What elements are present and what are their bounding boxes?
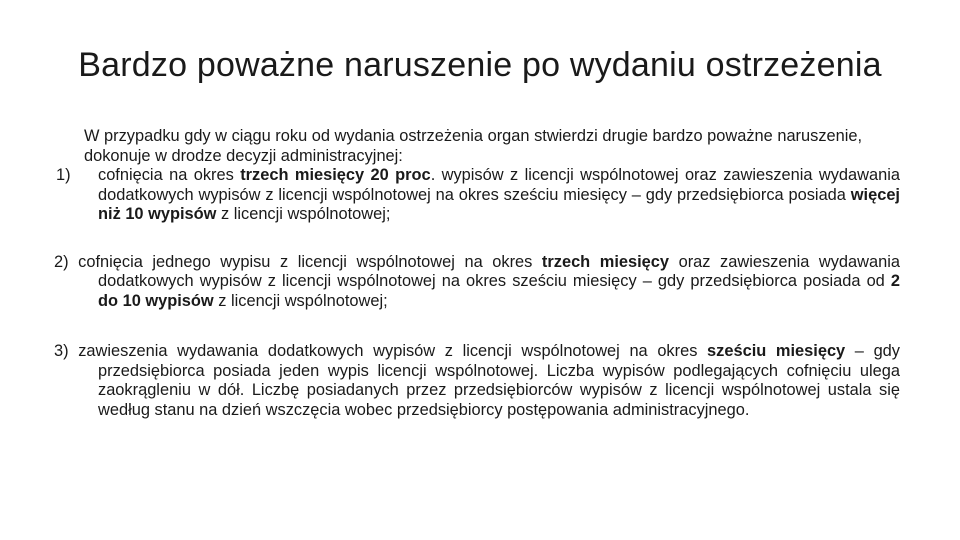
intro-paragraph: W przypadku gdy w ciągu roku od wydania ostrzeżenia organ stwierdzi drugie bardzo poważne naruszenie, dokonuje w drodze decyzji administracyjnej: xyxy=(84,127,863,165)
text-segment: zawieszenia wydawania dodatkowych wypisów z licencji wspólnotowej na okres xyxy=(68,342,708,360)
text-segment: oraz zawieszenia wydawania dodatkowych wypisów z licencji wspólnotowej na okres sześciu miesięcy – gdy przedsiębiorca posiada od xyxy=(98,252,900,290)
list-item-text xyxy=(69,342,900,419)
list-item-2 xyxy=(54,253,900,312)
text-segment: cofnięcia jednego wypisu z licencji wspólnotowej na okres xyxy=(68,252,542,271)
list-item-number: 2) xyxy=(54,252,69,271)
list-item-text xyxy=(69,253,900,310)
list-item-3 xyxy=(54,342,900,420)
list-item-number: 1) xyxy=(56,166,71,184)
text-segment: cofnięcia na okres xyxy=(98,166,241,184)
emphasized-text: sześciu miesięcy xyxy=(707,342,846,360)
list-item-number: 3) xyxy=(54,342,69,360)
list-item-text xyxy=(98,166,900,223)
slide-body xyxy=(54,127,900,420)
text-segment: z licencji wspólnotowej; xyxy=(216,205,391,223)
emphasized-text: 2 do 10 wypisów xyxy=(98,272,900,310)
list-item-1 xyxy=(54,166,900,225)
text-segment: z licencji wspólnotowej; xyxy=(213,291,388,310)
emphasized-text: więcej niż 10 wypisów xyxy=(98,185,900,223)
slide-title: Bardzo poważne naruszenie po wydaniu ostrzeżenia xyxy=(78,46,882,84)
emphasized-text: trzech miesięcy xyxy=(541,252,670,271)
text-segment: . wypisów z licencji wspólnotowej oraz zawieszenia wydawania dodatkowych wypisów z licencji wspólnotowej na okres sześciu miesięcy – gdy przedsiębiorca posiada xyxy=(98,166,900,204)
emphasized-text: trzech miesięcy 20 proc xyxy=(240,166,431,184)
text-segment: – gdy przedsiębiorca posiada jeden wypis licencji wspólnotowej. Liczba wypisów podlegających cofnięciu ulega zaokrągleniu w dół. Liczbę posiadanych przez przedsiębiorców wypisów z licencji wspólnotowej ustala się według stanu na dzień wszczęcia wobec przedsiębiorcy postępowania administracyjnego. xyxy=(98,342,900,419)
